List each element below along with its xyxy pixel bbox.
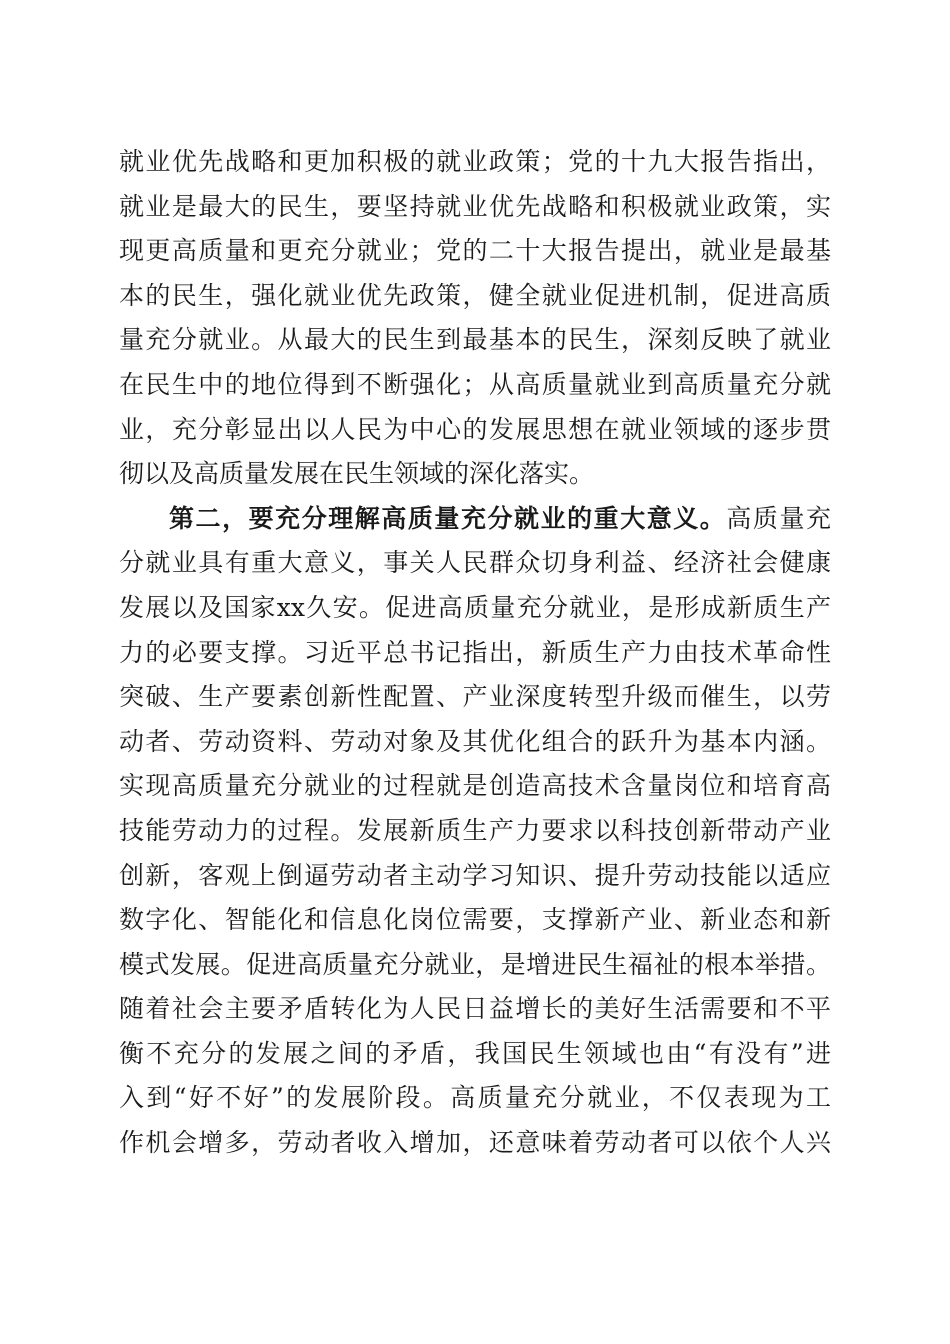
text-line: 就业优先战略和更加积极的就业政策；党的十九大报告指出， <box>119 147 831 176</box>
body-text <box>119 140 831 1166</box>
text-line: 现更高质量和更充分就业；党的二十大报告提出，就业是最基 <box>119 236 831 266</box>
text-line: 发展以及国家xx久安。促进高质量充分就业，是形成新质生产 <box>119 592 831 622</box>
text-line: 技能劳动力的过程。发展新质生产力要求以科技创新带动产业 <box>119 815 831 845</box>
text-line: 实现高质量充分就业的过程就是创造高技术含量岗位和培育高 <box>119 771 831 801</box>
text-line: 衡不充分的发展之间的矛盾，我国民生领域也由“有没有”进 <box>119 1038 831 1068</box>
text-line: 本的民生，强化就业优先政策，健全就业促进机制，促进高质 <box>119 280 831 310</box>
paragraph-2-first-line <box>119 497 831 542</box>
text-line: 随着社会主要矛盾转化为人民日益增长的美好生活需要和不平 <box>119 994 831 1024</box>
text-line: 模式发展。促进高质量充分就业，是增进民生福祉的根本举措。 <box>119 949 831 979</box>
text-line: 就业是最大的民生，要坚持就业优先战略和积极就业政策，实 <box>119 191 831 221</box>
text-line: 力的必要支撑。习近平总书记指出，新质生产力由技术革命性 <box>119 637 831 667</box>
paragraph-1 <box>119 140 831 497</box>
text-line: 入到“好不好”的发展阶段。高质量充分就业，不仅表现为工 <box>119 1083 831 1113</box>
text-line: 创新，客观上倒逼劳动者主动学习知识、提升劳动技能以适应 <box>119 860 831 890</box>
text-line: 量充分就业。从最大的民生到最基本的民生，深刻反映了就业 <box>119 325 831 355</box>
heading-continuation: 高质量充 <box>726 503 831 533</box>
text-line: 分就业具有重大意义，事关人民群众切身利益、经济社会健康 <box>119 548 831 578</box>
text-line: 业，充分彰显出以人民为中心的发展思想在就业领域的逐步贯 <box>119 414 831 444</box>
text-line: 数字化、智能化和信息化岗位需要，支撑新产业、新业态和新 <box>119 905 831 935</box>
text-line: 动者、劳动资料、劳动对象及其优化组合的跃升为基本内涵。 <box>119 726 831 756</box>
paragraph-2 <box>119 497 831 1166</box>
text-line: 彻以及高质量发展在民生领域的深化落实。 <box>119 459 595 489</box>
section-heading: 第二，要充分理解高质量充分就业的重大意义。 <box>169 503 727 533</box>
text-line: 作机会增多，劳动者收入增加，还意味着劳动者可以依个人兴 <box>119 1128 831 1158</box>
text-line: 突破、生产要素创新性配置、产业深度转型升级而催生，以劳 <box>119 682 831 712</box>
text-line: 在民生中的地位得到不断强化；从高质量就业到高质量充分就 <box>119 369 831 399</box>
